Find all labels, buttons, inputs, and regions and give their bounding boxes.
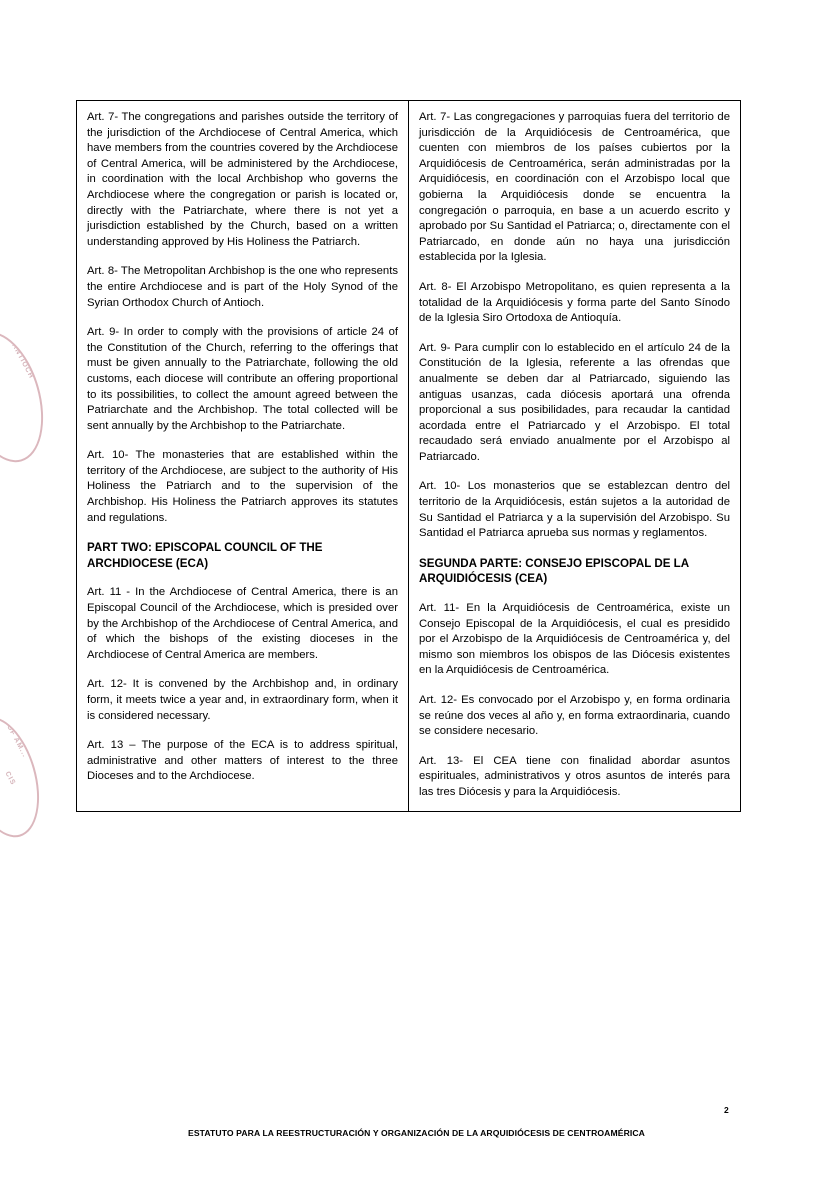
article-12-en: Art. 12- It is convened by the Archbishop and, in ordinary form, it meets twice a year and, in extraordinary form, when it is considered necessary.: [87, 678, 398, 722]
spanish-column: [409, 101, 741, 812]
seal-stamp-lower-text: OF AM...: [5, 723, 29, 759]
article-7-en: Art. 7- The congregations and parishes outside the territory of the jurisdiction of the Archdiocese of Central America, which have members from the countries covered by the Archdiocese of Central America, will be administered by the Archdiocese, in coordination with the local Archbishop who governs the Archdiocese where the congregation or parish is located or, directly with the Patriarchate, where there is not yet a jurisdiction established by the Church, based on a written understanding approved by His Holiness the Patriarch.: [87, 111, 398, 248]
english-column: [77, 101, 409, 812]
bilingual-statute-table: [76, 100, 741, 812]
seal-stamp-lower-text-2: CIS: [3, 770, 17, 787]
seal-stamp-lower: [0, 708, 52, 845]
article-9-en: Art. 9- In order to comply with the provisions of article 24 of the Constitution of the Church, referring to the offerings that must be given annually to the Patriarchate, following the old customs, each diocese will contribute an offering proportional to its possibilities, to collect the amount agreed between the Patriarchate and the Archbishop. The total collected will be sent annually by the Archbishop to the Patriarchate.: [87, 326, 398, 432]
article-13-es: Art. 13- El CEA tiene con finalidad abordar asuntos espirituales, administrativos y otros asuntos de interés para las tres Diócesis y para la Arquidiócesis.: [419, 754, 730, 798]
article-9-es: Art. 9- Para cumplir con lo establecido en el artículo 24 de la Constitución de la Iglesia, referente a las ofrendas que anualmente se deben dar al Patriarcado, siguiendo las antiguas usanzas, cada diócesis aportará una ofrenda proporcional a sus posibilidades, para recaudar la cantidad acordada entre el Patriarcado y el Arzobispo. El total recaudado será enviado anualmente por el Arzobispo al Patriarcado.: [419, 341, 730, 463]
table-row: [77, 101, 741, 812]
article-8-es: Art. 8- El Arzobispo Metropolitano, es quien representa a la totalidad de la Arquidiócesis y forma parte del Santo Sínodo de la Iglesia Siro Ortodoxa de Antioquía.: [419, 280, 730, 325]
seal-stamp-upper-text: ST ANTIOCH: [4, 330, 35, 381]
article-10-es: Art. 10- Los monasterios que se establezcan dentro del territorio de la Arquidiócesis, están sujetos a la autoridad de Su Santidad el Patriarca y a la supervisión del Arzobispo. Su Santidad el Patriarca aprueba sus normas y reglamentos.: [419, 480, 730, 540]
page-number: 2: [724, 1105, 729, 1115]
seal-stamp-upper: [0, 322, 57, 471]
article-8-en: Art. 8- The Metropolitan Archbishop is the one who represents the entire Archdiocese and is part of the Holy Synod of the Syrian Orthodox Church of Antioch.: [87, 265, 398, 309]
article-13-en: Art. 13 – The purpose of the ECA is to address spiritual, administrative and other matters of interest to the three Dioceses and to the Archdiocese.: [87, 739, 398, 783]
article-12-es: Art. 12- Es convocado por el Arzobispo y, en forma ordinaria se reúne dos veces al año y, en forma extraordinaria, cuando se considere necesario.: [419, 694, 730, 738]
footer-title: ESTATUTO PARA LA REESTRUCTURACIÓN Y ORGANIZACIÓN DE LA ARQUIDIÓCESIS DE CENTROAMÉRICA: [188, 1128, 645, 1138]
article-7-es: Art. 7- Las congregaciones y parroquias fuera del territorio de jurisdicción de la Arquidiócesis de Centroamérica, que cuenten con miembros de los países cubiertos por la Arquidiócesis de Centroamérica, serán administradas por la Arquidiócesis, en coordinación con el Arzobispo local que gobierna la Arquidiócesis donde se encuentra la congregación o parroquia, en base a un acuerdo escrito y aprobado por Su Santidad el Patriarca; o, directamente con el Patriarcado, en donde aún no haya una jurisdicción establecida por la Iglesia.: [419, 111, 730, 264]
part-two-heading-en: PART TWO: EPISCOPAL COUNCIL OF THE ARCHDIOCESE (ECA): [87, 541, 323, 570]
article-10-en: Art. 10- The monasteries that are established within the territory of the Archdiocese, are subject to the authority of His Holiness the Patriarch and to the supervision of the Archbishop. His Holiness the Patriarch approves its statutes and regulations.: [87, 449, 398, 524]
article-11-en: Art. 11 - In the Archdiocese of Central America, there is an Episcopal Council of the Archdiocese, which is presided over by the Archbishop of the Archdiocese of Central America, and of which the bishops of the existing dioceses in the Archdiocese of Central America are members.: [87, 586, 398, 661]
article-11-es: Art. 11- En la Arquidiócesis de Centroamérica, existe un Consejo Episcopal de la Arquidiócesis, el cual es presidido por el Arzobispo de la Arquidiócesis de Centroamérica y, del mismo son miembros los obispos de las Diócesis existentes en la Arquidiócesis de Centroamérica.: [419, 602, 730, 677]
part-two-heading-es: SEGUNDA PARTE: CONSEJO EPISCOPAL DE LA ARQUIDIÓCESIS (CEA): [419, 556, 689, 586]
